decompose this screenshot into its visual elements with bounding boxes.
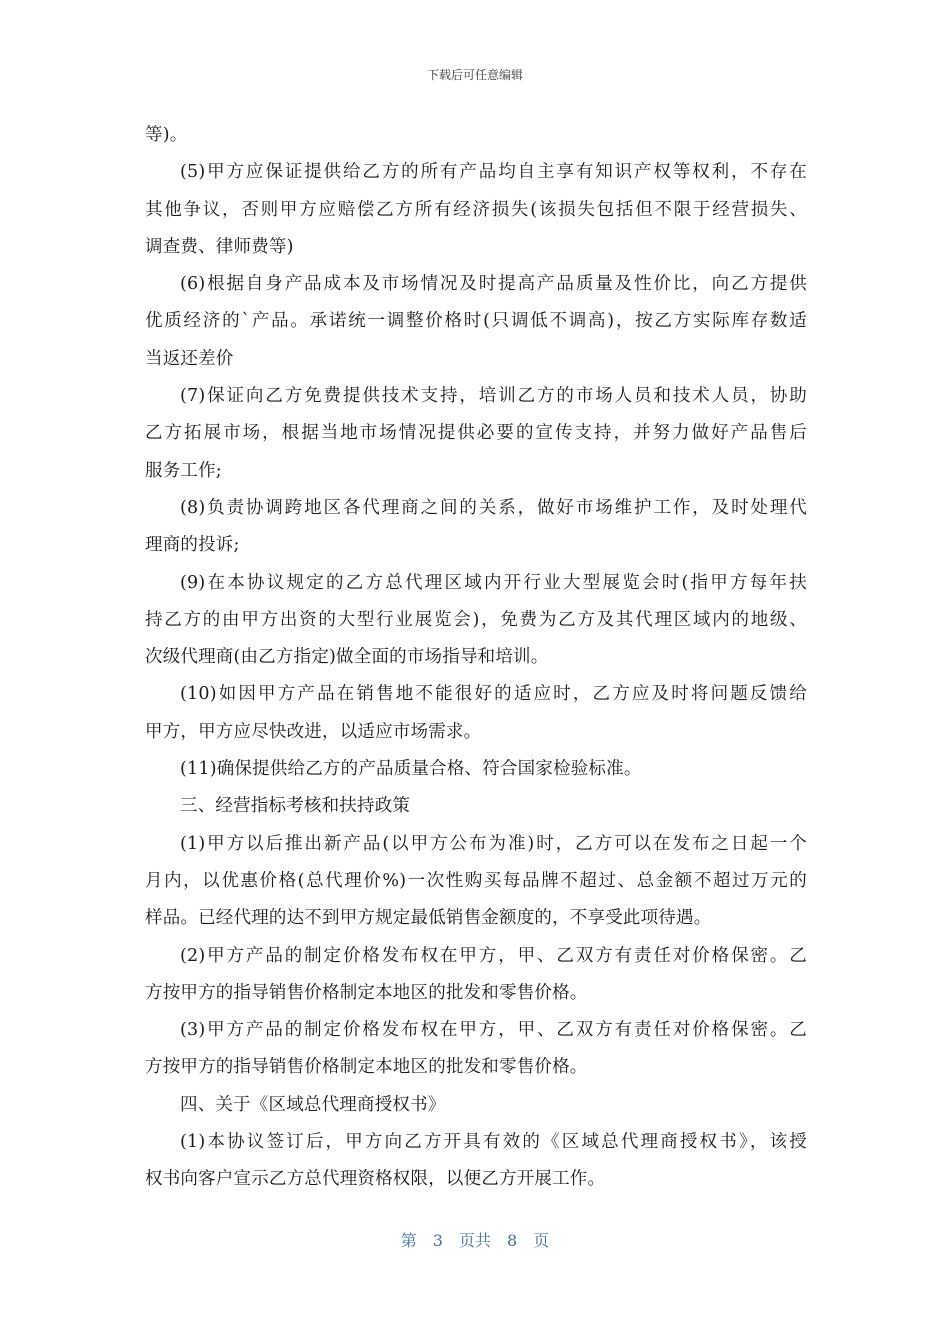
text-line: (9)在本协议规定的乙方总代理区域内开行业大型展览会时(指甲方每年扶	[180, 572, 807, 593]
text-line: (2)甲方产品的制定价格发布权在甲方，甲、乙双方有责任对价格保密。乙	[180, 945, 807, 966]
text-line: 样品。已经代理的达不到甲方规定最低销售金额度的，不享受此项待遇。	[145, 908, 712, 929]
footer-page-number: 3	[432, 1231, 443, 1250]
page-header: 下载后可任意编辑	[426, 68, 523, 82]
text-line: 次级代理商(由乙方指定)做全面的市场指导和培训。	[145, 647, 549, 668]
text-line: (10)如因甲方产品在销售地不能很好的适应时，乙方应及时将问题反馈给	[180, 684, 807, 705]
text-line: 优质经济的`产品。承诺统一调整价格时(只调低不调高)，按乙方实际库存数适	[145, 311, 807, 332]
text-line: 权书向客户宣示乙方总代理资格权限，以便乙方开展工作。	[145, 1169, 606, 1190]
text-line: (1)甲方以后推出新产品(以甲方公布为准)时，乙方可以在发布之日起一个	[180, 833, 807, 854]
text-line: 当返还差价	[145, 348, 234, 369]
text-line: (7)保证向乙方免费提供技术支持，培训乙方的市场人员和技术人员，协助	[180, 386, 807, 407]
text-line: 方按甲方的指导销售价格制定本地区的批发和零售价格。	[145, 982, 588, 1003]
text-line: 甲方，甲方应尽快改进，以适应市场需求。	[145, 721, 482, 742]
text-line: 持乙方的由甲方出资的大型行业展览会)，免费为乙方及其代理区域内的地级、	[145, 609, 807, 630]
text-line: 等)。	[145, 125, 188, 145]
text-line: 理商的投诉;	[145, 535, 240, 556]
text-line: 月内，以优惠价格(总代理价%)一次性购买每品牌不超过、总金额不超过万元的	[145, 870, 807, 891]
text-line: (11)确保提供给乙方的产品质量合格、符合国家检验标准。	[180, 759, 642, 780]
footer-suffix: 页	[533, 1231, 550, 1250]
text-line: 三、经营指标考核和扶持政策	[180, 796, 411, 817]
document-body	[145, 117, 807, 1199]
text-line: 四、关于《区域总代理商授权书》	[180, 1094, 446, 1115]
text-line: 方按甲方的指导销售价格制定本地区的批发和零售价格。	[145, 1057, 588, 1078]
text-line: (6)根据自身产品成本及市场情况及时提高产品质量及性价比，向乙方提供	[180, 274, 807, 295]
text-line: 其他争议，否则甲方应赔偿乙方所有经济损失(该损失包括但不限于经营损失、	[145, 199, 807, 220]
text-line: 乙方拓展市场，根据当地市场情况提供必要的宣传支持，并努力做好产品售后	[145, 423, 807, 444]
text-line: (1)本协议签订后，甲方向乙方开具有效的《区域总代理商授权书》，该授	[180, 1132, 807, 1153]
footer-prefix: 第	[400, 1231, 417, 1250]
text-line: 服务工作;	[145, 460, 222, 481]
footer-middle: 页共	[458, 1231, 491, 1250]
text-line: (5)甲方应保证提供给乙方的所有产品均自主享有知识产权等权利，不存在	[180, 162, 807, 183]
page-footer	[0, 1228, 950, 1251]
footer-total-pages: 8	[507, 1231, 518, 1250]
text-line: 调查费、律师费等)	[145, 236, 294, 257]
text-line: (8)负责协调跨地区各代理商之间的关系，做好市场维护工作，及时处理代	[180, 497, 807, 518]
text-line: (3)甲方产品的制定价格发布权在甲方，甲、乙双方有责任对价格保密。乙	[180, 1020, 807, 1041]
